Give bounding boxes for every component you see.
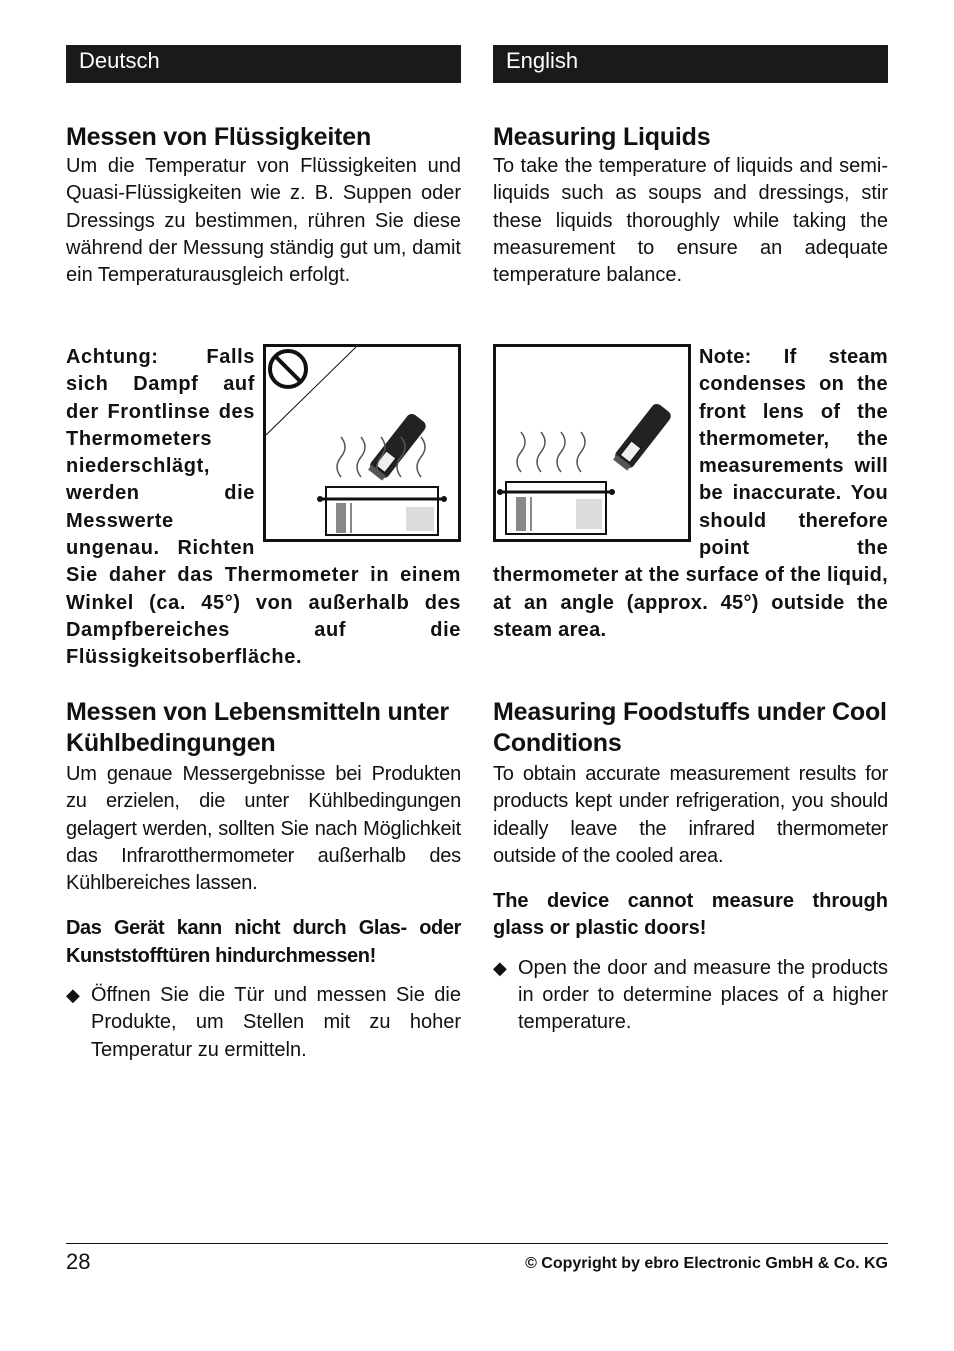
section-liquids-de	[66, 122, 461, 289]
column-deutsch	[66, 45, 461, 1061]
section-title: Messen von Lebensmitteln unter Kühlbedingungen	[66, 698, 449, 757]
warning-block-en	[493, 344, 888, 644]
diamond-bullet-icon: ◆	[66, 985, 80, 1006]
diamond-bullet-icon: ◆	[493, 957, 507, 978]
copyright-notice: © Copyright by ebro Electronic GmbH & Co. KG	[525, 1255, 888, 1272]
device-note: The device cannot measure through glass or plastic doors!	[493, 890, 888, 940]
warning-text: Note: If steam condenses on the front lens of the thermometer, the measurements will be inaccurate. You should therefore point the thermometer at the surface of the liquid, at an angle (approx. 45°) outside the steam area.	[493, 346, 888, 641]
section-body: To take the temperature of liquids and semi-liquids such as soups and dressings, stir these liquids thoroughly while taking the measurement to ensure an adequate temperature balance.	[493, 155, 888, 287]
bullet-text: Öffnen Sie die Tür und messen Sie die Produkte, um Stellen mit zu hoher Temperatur zu ermitteln.	[91, 984, 461, 1061]
page-number: 28	[66, 1249, 91, 1274]
thermometer-steam-figure	[493, 344, 691, 542]
footer-divider	[66, 1243, 888, 1244]
steam-pot-no-icon	[266, 347, 458, 539]
thermometer-steam-prohibited-figure	[263, 344, 461, 542]
section-liquids-en	[493, 122, 888, 289]
section-body: To obtain accurate measurement results for products kept under refrigeration, you should ideally leave the infrared thermometer outside of the cooled area.	[493, 763, 888, 867]
column-english	[493, 45, 888, 1034]
device-note: Das Gerät kann nicht durch Glas- oder Kunststofftüren hindurchmessen!	[66, 917, 461, 967]
steam-pot-icon	[496, 347, 688, 539]
section-cool-en	[493, 697, 888, 1037]
section-cool-de	[66, 697, 461, 1064]
bullet-item	[66, 982, 461, 1064]
bullet-text: Open the door and measure the products in order to determine places of a higher temperature.	[518, 956, 888, 1034]
language-header-deutsch: Deutsch	[66, 45, 461, 83]
language-header-english: English	[493, 45, 888, 83]
section-title: Messen von Flüssigkeiten	[66, 123, 372, 151]
warning-block-de	[66, 344, 461, 672]
section-title: Measuring Liquids	[493, 123, 711, 151]
section-body: Um die Temperatur von Flüssigkeiten und Quasi-Flüssigkeiten wie z. B. Suppen oder Dressings zu bestimmen, rühren Sie diese während der Messung ständig gut um, damit ein Temperaturausgleich erfolgt.	[66, 155, 461, 287]
section-title: Measuring Foodstuffs under Cool Conditions	[493, 698, 887, 757]
bullet-item	[493, 955, 888, 1037]
section-body: Um genaue Messergebnisse bei Produkten zu erzielen, die unter Kühlbedingungen gelagert werden, sollten Sie nach Möglichkeit das Infrarotthermometer außerhalb des Kühlbereiches lassen.	[66, 763, 461, 895]
warning-text: Achtung: Falls sich Dampf auf der Frontlinse des Thermometers niederschlägt, werden die Messwerte ungenau. Richten Sie daher das Thermometer in einem Winkel (ca. 45°) von außerhalb des Dampfbereiches auf die Flüssigkeitsoberfläche.	[66, 346, 461, 669]
